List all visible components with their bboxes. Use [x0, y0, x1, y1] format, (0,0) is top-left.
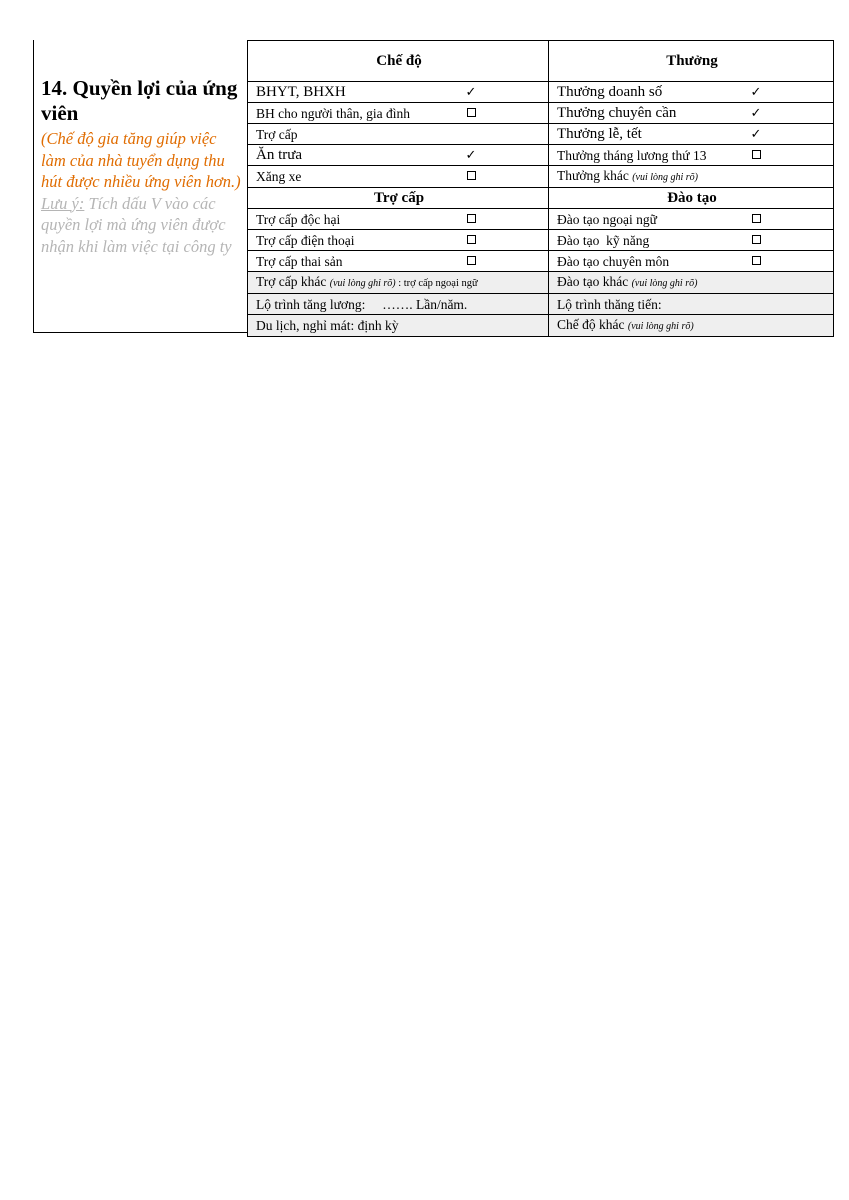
allowance-hazard: Trợ cấp độc hại [256, 211, 341, 227]
table-row [248, 272, 834, 294]
check-icon[interactable]: ✓ [465, 84, 477, 100]
promotion-path[interactable]: Lộ trình thăng tiến: [557, 296, 662, 312]
table-row [248, 294, 834, 315]
benefit-lunch: Ăn trưa [256, 146, 303, 163]
checkbox-icon[interactable] [752, 256, 761, 265]
table-row [248, 103, 834, 124]
benefit-fuel: Xăng xe [256, 169, 302, 184]
bonus-13th-month: Thưởng tháng lương thứ 13 [557, 147, 707, 163]
policy-other[interactable]: Chế độ khác (vui lòng ghi rõ) [557, 317, 694, 332]
section-title: 14. Quyền lợi của ứng viên [41, 76, 238, 125]
section-note [41, 193, 243, 258]
note-label: Lưu ý: [41, 193, 85, 213]
table-row [248, 166, 834, 188]
checkbox-icon[interactable] [752, 214, 761, 223]
checkbox-icon[interactable] [467, 256, 476, 265]
training-skills: Đào tạo kỹ năng [557, 232, 650, 248]
check-icon[interactable]: ✓ [465, 147, 477, 163]
benefits-table [247, 40, 834, 337]
training-other[interactable]: Đào tạo khác (vui lòng ghi rõ) [557, 274, 698, 289]
table-row [248, 209, 834, 230]
bonus-sales: Thưởng doanh số [557, 83, 663, 100]
travel-vacation[interactable]: Du lịch, nghỉ mát: định kỳ [256, 318, 399, 333]
table-row [248, 124, 834, 145]
table-row [248, 145, 834, 166]
header-bonus: Thưởng [549, 41, 834, 82]
check-icon[interactable]: ✓ [750, 126, 762, 142]
allowance-other[interactable]: Trợ cấp khác (vui lòng ghi rõ) : trợ cấp ngoại ngữ [256, 274, 478, 289]
table-row [248, 230, 834, 251]
check-icon[interactable]: ✓ [750, 105, 762, 121]
bonus-attendance: Thưởng chuyên cần [557, 104, 677, 121]
header-policies: Chế độ [248, 41, 549, 82]
check-icon[interactable]: ✓ [750, 84, 762, 100]
table-row [248, 315, 834, 337]
note-text: Tích dấu V vào các quyền lợi mà ứng viên được nhận khi làm việc tại công ty [41, 193, 232, 256]
training-professional: Đào tạo chuyên môn [557, 253, 670, 269]
allowance-maternity: Trợ cấp thai sản [256, 253, 343, 269]
checkbox-icon[interactable] [467, 171, 476, 180]
allowance-phone: Trợ cấp điện thoại [256, 232, 355, 248]
benefit-allowance: Trợ cấp [256, 126, 298, 142]
section-description: (Chế độ gia tăng giúp việc làm của nhà tuyển dụng thu hút được nhiều ứng viên hơn.) [41, 129, 241, 191]
checkbox-icon[interactable] [752, 150, 761, 159]
checkbox-icon[interactable] [467, 214, 476, 223]
training-language: Đào tạo ngoại ngữ [557, 211, 657, 227]
checkbox-icon[interactable] [467, 235, 476, 244]
salary-raise-path[interactable]: Lộ trình tăng lương: ……. Lần/năm. [256, 296, 468, 312]
benefits-section [33, 40, 833, 334]
table-row [248, 251, 834, 272]
bonus-other: Thưởng khác (vui lòng ghi rõ) [557, 168, 699, 183]
subheader-training: Đào tạo [549, 188, 834, 209]
benefit-bhyt-bhxh: BHYT, BHXH [256, 83, 346, 100]
checkbox-icon[interactable] [467, 108, 476, 117]
table-row [248, 82, 834, 103]
section-label-column [33, 40, 247, 333]
table-subheader-row [248, 188, 834, 209]
benefit-family-insurance: BH cho người thân, gia đình [256, 105, 410, 121]
table-header-row [248, 41, 834, 82]
subheader-allowance: Trợ cấp [248, 188, 549, 209]
checkbox-icon[interactable] [752, 235, 761, 244]
bonus-holiday: Thưởng lễ, tết [557, 125, 642, 142]
